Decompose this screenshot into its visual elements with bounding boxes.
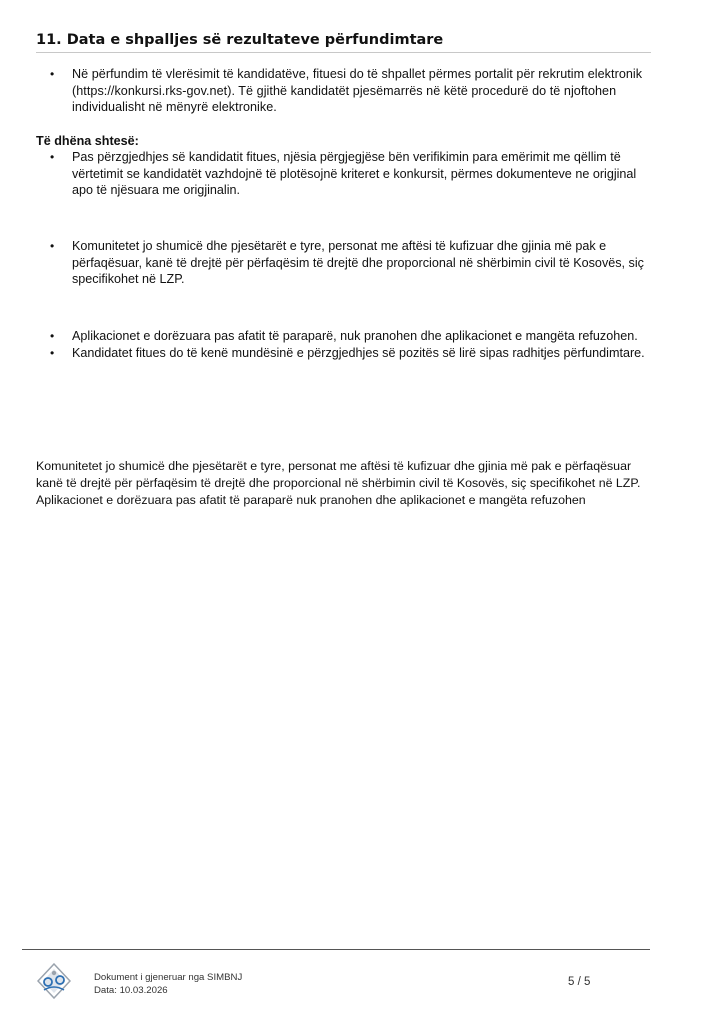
representation-text: Komunitetet jo shumicë dhe pjesëtarët e tyre, personat me aftësi të kufizuar dhe gjinia më pak e përfaqësuar, kanë të drejtë për përfaqësim të drejtë dhe proporcional në shërbimin civil të Kosovës, siç specifikohet në LZP. — [72, 239, 644, 286]
results-announcement-text: Në përfundim të vlerësimit të kandidatëve, fituesi do të shpallet përmes portalit për rekrutim elektronik (https://konkursi.rks-gov.net). Të gjithë kandidatët pjesëmarrës në këtë procedurë do të njoftohen individualisht në mënyrë elektronike. — [72, 67, 643, 114]
closing-note-line-1: Komunitetet jo shumicë dhe pjesëtarët e tyre, personat me aftësi të kufizuar dhe gjinia më pak e përfaqësuar kanë të drejtë për përfaqësim të drejtë dhe proporcional në shërbimin civil të Kosovës, siç specifikohet në LZP. — [36, 459, 641, 490]
list-item — [36, 66, 656, 116]
list-item — [36, 238, 656, 288]
results-bullet-list — [36, 66, 656, 116]
closing-note — [36, 458, 656, 509]
bullet-icon: • — [50, 150, 55, 164]
additional-info-list-2 — [36, 238, 656, 288]
footer-divider — [22, 949, 650, 950]
bullet-icon: • — [50, 345, 55, 360]
bullet-icon: • — [50, 239, 55, 253]
list-item — [36, 149, 656, 199]
bullet-icon: • — [50, 329, 55, 343]
list-item — [36, 328, 656, 345]
list-item — [36, 345, 656, 362]
late-applications-text: Aplikacionet e dorëzuara pas afatit të paraparë, nuk pranohen dhe aplikacionet e mangëta refuzohen. — [72, 329, 638, 343]
footer-info — [94, 971, 242, 997]
generated-date-text: Data: 10.03.2026 — [94, 985, 168, 996]
verification-text: Pas përzgjedhjes së kandidatit fitues, njësia përgjegjëse bën verifikimin para emërimit me qëllim të vërtetimit se kandidatët vazhdojnë të plotësojnë kriteret e konkursit, përmes dokumenteve ne origjinal apo të njësuara me origjinalin. — [72, 150, 637, 197]
additional-info-list-1 — [36, 149, 656, 199]
additional-info-list-3 — [36, 328, 656, 361]
bullet-icon: • — [50, 67, 55, 81]
generated-by-text: Dokument i gjeneruar nga SIMBNJ — [94, 972, 243, 983]
additional-info-heading: Të dhëna shtesë: — [36, 134, 139, 148]
page-number: 5 / 5 — [568, 976, 591, 988]
winners-choice-text: Kandidatet fitues do të kenë mundësinë e përzgjedhjes së pozitës së lirë sipas radhitjes përfundimtare. — [72, 345, 645, 360]
simbnj-logo-icon — [37, 963, 71, 999]
closing-note-line-2: Aplikacionet e dorëzuara pas afatit të paraparë nuk pranohen dhe aplikacionet e mangëta refuzohen — [36, 493, 586, 507]
section-title: 11. Data e shpalljes së rezultateve përfundimtare — [36, 30, 651, 53]
